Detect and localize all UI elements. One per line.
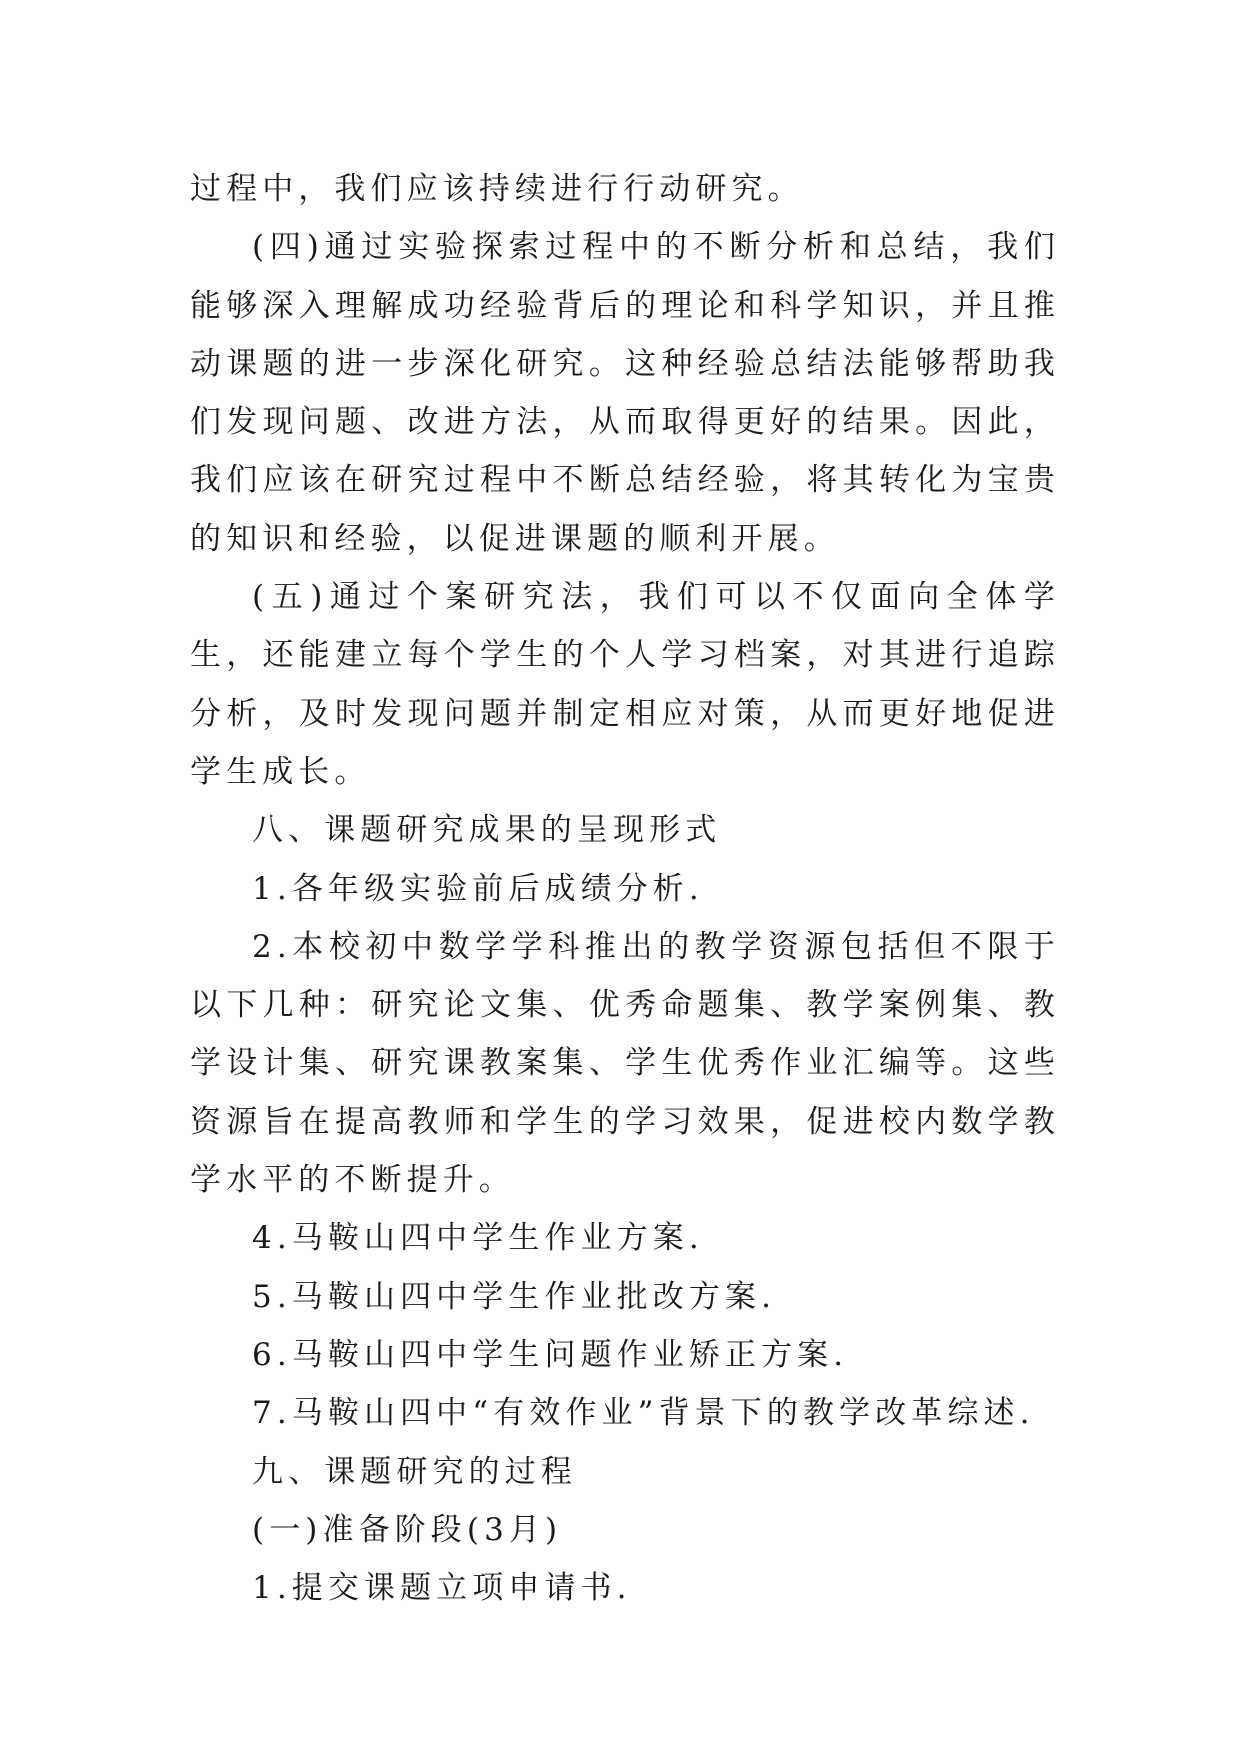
list-item-6: 6.马鞍山四中学生问题作业矫正方案. xyxy=(252,1336,849,1373)
document-body xyxy=(190,160,1060,1617)
list-item-7: 7.马鞍山四中“有效作业”背景下的教学改革综述. xyxy=(252,1395,1035,1432)
paragraph-continuation: 过程中，我们应该持续进行行动研究。 xyxy=(190,171,804,207)
heading-section-nine: 九、课题研究的过程 xyxy=(252,1453,577,1490)
list-item-2: 2.本校初中数学学科推出的教学资源包括但不限于以下几种：研究论文集、优秀命题集、教学案例集、教学设计集、研究课教案集、学生优秀作业汇编等。这些资源旨在提高教师和学生的学习效果，促进校内数学教学水平的不断提升。 xyxy=(190,928,1060,1199)
list-item-1: 1.各年级实验前后成绩分析. xyxy=(252,870,704,907)
list-item-4: 4.马鞍山四中学生作业方案. xyxy=(252,1220,704,1257)
list-item-5: 5.马鞍山四中学生作业批改方案. xyxy=(252,1278,777,1315)
list-item-stage-1: 1.提交课题立项申请书. xyxy=(252,1570,632,1607)
heading-stage-one: (一)准备阶段(3月) xyxy=(252,1511,563,1548)
paragraph-section-four: (四)通过实验探索过程中的不断分析和总结，我们能够深入理解成功经验背后的理论和科学知识，并且推动课题的进一步深化研究。这种经验总结法能够帮助我们发现问题、改进方法，从而取得更好的结果。因此，我们应该在研究过程中不断总结经验，将其转化为宝贵的知识和经验，以促进课题的顺利开展。 xyxy=(190,229,1060,557)
paragraph-section-five: (五)通过个案研究法，我们可以不仅面向全体学生，还能建立每个学生的个人学习档案，对其进行追踪分析，及时发现问题并制定相应对策，从而更好地促进学生成长。 xyxy=(190,579,1060,790)
heading-section-eight: 八、课题研究成果的呈现形式 xyxy=(252,812,722,849)
